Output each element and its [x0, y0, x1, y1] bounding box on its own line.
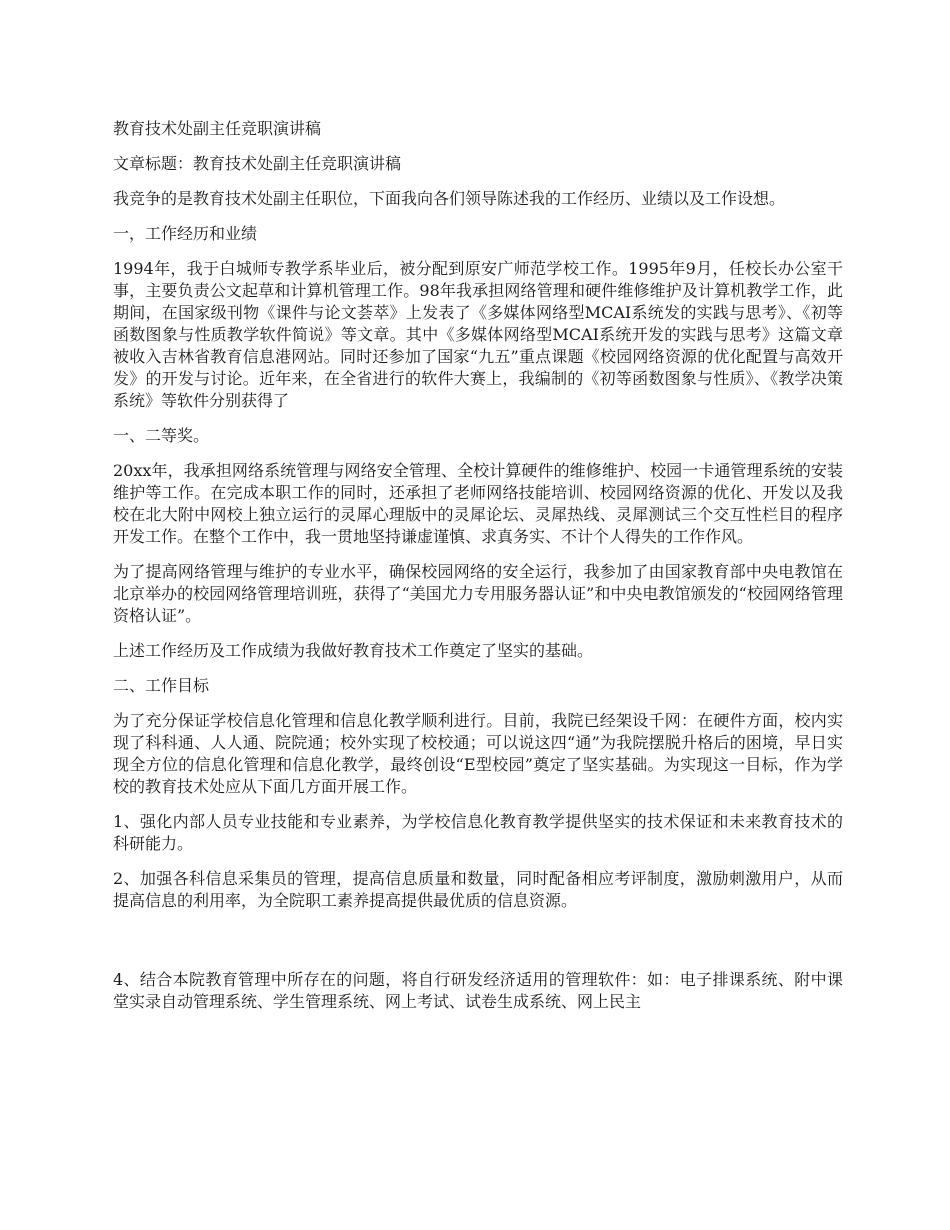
list-item-2: 2、加强各科信息采集员的管理，提高信息质量和数量，同时配备相应考评制度，激励刺激用户，从而提高信息的利用率，为全院职工素养提高提供最优质的信息资源。 — [113, 869, 843, 910]
list-item-4: 4、结合本院教育管理中所存在的问题，将自行研发经济适用的管理软件：如：电子排课系统、附中课堂实录自动管理系统、学生管理系统、网上考试、试卷生成系统、网上民主 — [113, 970, 843, 1011]
list-item-1: 1、强化内部人员专业技能和专业素养，为学校信息化教育教学提供坚实的技术保证和未来教育技术的科研能力。 — [113, 812, 843, 853]
section-heading-experience: 一，工作经历和业绩 — [113, 224, 258, 243]
paragraph-experience: 1994年，我于白城师专教学系毕业后，被分配到原安广师范学校工作。1995年9月，任校长办公室干事，主要负责公文起草和计算机管理工作。98年我承担网络管理和硬件维修维护及计算机教学工作，此期间，在国家级刊物《课件与论文荟萃》上发表了《多媒体网络型MCAI系统发的实践与思考》、《初等函数图象与性质教学软件简说》等文章。其中《多媒体网络型MCAI系统开发的实践与思考》这篇文章被收入吉林省教育信息港网站。同时还参加了国家“九五”重点课题《校园网络资源的优化配置与高效开发》的开发与讨论。近年来，在全省进行的软件大赛上，我编制的《初等函数图象与性质》、《教学决策系统》等软件分别获得了 — [113, 259, 843, 410]
paragraph-intro: 我竞争的是教育技术处副主任职位，下面我向各们领导陈述我的工作经历、业绩以及工作设想。 — [113, 189, 786, 208]
paragraph-training: 为了提高网络管理与维护的专业水平，确保校园网络的安全运行，我参加了由国家教育部中央电教馆在北京举办的校园网络管理培训班，获得了“美国尤力专用服务器认证”和中央电教馆颁发的“校园网络管理资格认证”。 — [113, 562, 843, 625]
blank-spacer — [113, 925, 843, 969]
document-title: 教育技术处副主任竞职演讲稿 — [113, 119, 322, 138]
paragraph-award: 一、二等奖。 — [113, 426, 210, 445]
section-heading-goals: 二、工作目标 — [113, 676, 210, 695]
paragraph-network-work: 20xx年，我承担网络系统管理与网络安全管理、全校计算硬件的维修维护、校园一卡通管理系统的安装维护等工作。在完成本职工作的同时，还承担了老师网络技能培训、校园网络资源的优化、开发以及我校在北大附中网校上独立运行的灵犀心理版中的灵犀论坛、灵犀热线、灵犀测试三个交互性栏目的程序开发工作。在整个工作中，我一贯地坚持谦虚谨慎、求真务实、不计个人得失的工作作风。 — [113, 461, 843, 546]
paragraph-goals: 为了充分保证学校信息化管理和信息化教学顺利进行。目前，我院已经架设千网：在硬件方面，校内实现了科科通、人人通、院院通；校外实现了校校通；可以说这四“通”为我院摆脱升格后的困境，早日实现全方位的信息化管理和信息化教学，最终创设“E型校园”奠定了坚实基础。为实现这一目标，作为学校的教育技术处应从下面几方面开展工作。 — [113, 711, 843, 796]
article-title-line: 文章标题：教育技术处副主任竞职演讲稿 — [113, 154, 402, 173]
paragraph-foundation: 上述工作经历及工作成绩为我做好教育技术工作奠定了坚实的基础。 — [113, 641, 594, 660]
document-body — [113, 118, 843, 1026]
